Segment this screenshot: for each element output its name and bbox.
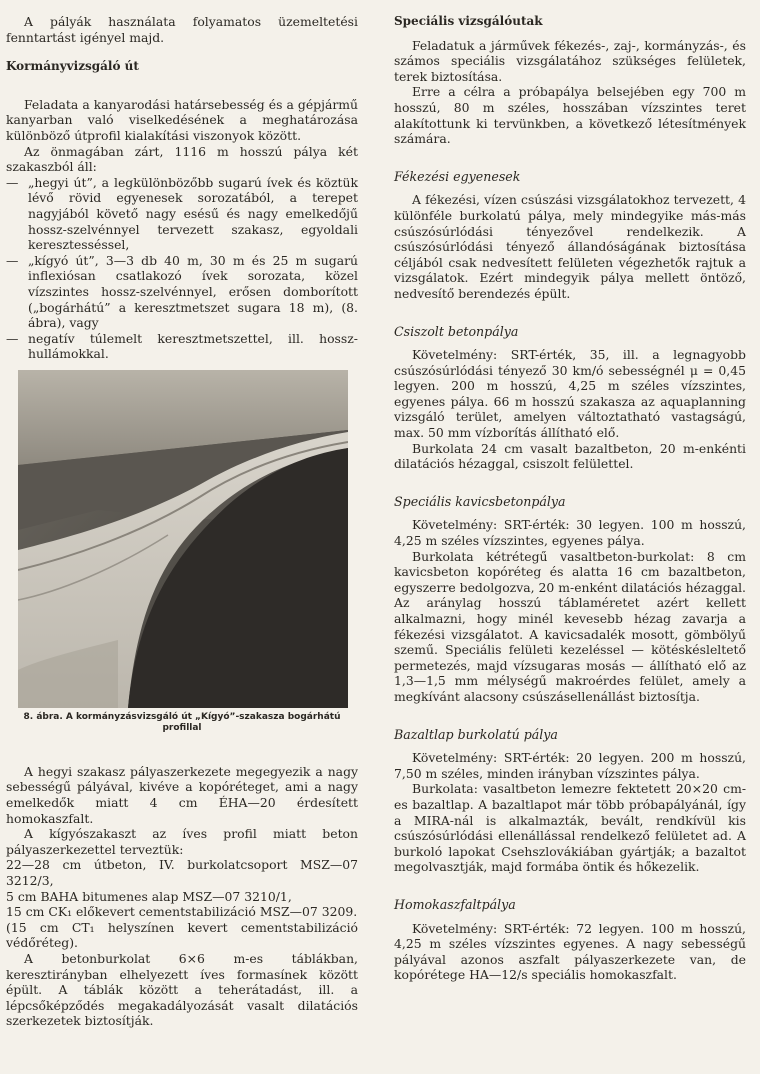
paragraph: Burkolata 24 cm vasalt bazaltbeton, 20 m-enkénti dilatációs hézaggal, csiszolt felülettel.	[394, 440, 746, 472]
paragraph: A betonburkolat 6×6 m-es táblákban, keresztirányban elhelyezett íves formasínek között épült. A táblák között a teherátadást, ill. a lépcsőképződés megakadályozását vasalt dilatációs szerkezetek biztosítják.	[6, 951, 358, 1029]
list-item	[6, 175, 358, 253]
list-item: 22—28 cm útbeton, IV. burkolatcsoport MSZ—07 3212/3,	[6, 857, 358, 889]
list-item-text: „kígyó út”, 3—3 db 40 m, 30 m és 25 m sugarú inflexiósan csatlakozó ívek sorozata, közel vízszintes hossz-szelvénnyel, erősen domborított („bogárhátú” a keresztmetszet sugara 18 m), (8. ábra), vagy	[28, 252, 358, 331]
paragraph: Az önmagában zárt, 1116 m hosszú pálya két szakaszból áll:	[6, 143, 358, 175]
section-heading-kormanyvizsgalo: Kormányvizsgáló út	[6, 59, 139, 74]
paragraph: Burkolata kétrétegű vasaltbeton-burkolat: 8 cm kavicsbeton kopóréteg és alatta 16 cm bazaltbeton, egyszerre bedolgozva, 20 m-enként dilatációs hézaggal. Az aránylag hosszú táblaméretet azért kellett alkalmazni, hogy minél kevesebb hézag zavarja a fékezési vizsgálatot. A kavicsadalék mosott, gömbölyű szemű. Speciális felületi kezeléssel — kötéskésleltető permetezés, majd vízsugaras mosás — állítható elő az 1,3—1,5 mm mélységű makroérdes felület, amely a megkívánt alacsony csúszásellenállást biztosítja.	[394, 548, 746, 704]
paragraph: A kígyószakaszt az íves profil miatt beton pályaszerkezettel terveztük:	[6, 826, 358, 857]
dash-marker: —	[6, 174, 19, 190]
dash-marker: —	[6, 252, 19, 268]
paragraph: Feladata a kanyarodási határsebesség és a gépjármű kanyarban való viselkedésének a meghatározása különböző útprofil kialakítási viszonyok között.	[6, 96, 358, 143]
figure-8-photo	[18, 370, 348, 708]
figure-caption: 8. ábra. A kormányzásvizsgáló út „Kígyó”-szakasza bogárhátú profillal	[23, 711, 341, 733]
subheading-homokaszfalt: Homokaszfaltpálya	[394, 896, 516, 912]
left-column	[6, 14, 358, 1029]
paragraph: Követelmény: SRT-érték: 30 legyen. 100 m hosszú, 4,25 m széles vízszintes, egyenes pálya.	[394, 517, 746, 549]
list-item: 5 cm BAHA bitumenes alap MSZ—07 3210/1,	[6, 888, 292, 904]
paragraph: A fékezési, vízen csúszási vizsgálatokhoz tervezett, 4 különféle burkolatú pálya, mely mindegyike más-más csúszósúrlódási tényezővel rendelkezik. A csúszósúrlódási tényező állandóságának biztosítása céljából csak nedvesített felületen végezhetők rajtuk a vizsgálatok. Ezért mindegyik pálya mellett öntöző, nedvesítő berendezés épült.	[394, 192, 746, 301]
dash-marker: —	[6, 330, 19, 346]
intro-paragraph: A pályák használata folyamatos üzemeltetési fenntartást igényel majd.	[6, 14, 358, 45]
road-photo-image	[18, 370, 348, 708]
subheading-csiszolt: Csiszolt betonpálya	[394, 323, 519, 339]
paragraph: Feladatuk a járművek fékezés-, zaj-, kormányzás-, és számos speciális vizsgálatához szükséges felületek, terek biztosítása.	[394, 37, 746, 84]
right-column	[394, 14, 746, 983]
paragraph: Erre a célra a próbapálya belsejében egy 700 m hosszú, 80 m széles, hosszában vízszintes teret alakítottunk ki tervünkben, a következő létesítmények számára.	[394, 84, 746, 147]
paragraph: Követelmény: SRT-érték: 20 legyen. 200 m hosszú, 7,50 m széles, minden irányban vízszintes pálya.	[394, 750, 746, 781]
list-item: 15 cm CK₁ előkevert cementstabilizáció MSZ—07 3209.	[6, 904, 358, 920]
subheading-fekezesi: Fékezési egyenesek	[394, 168, 521, 184]
list-item-text: „hegyi út”, a legkülönbözőbb sugarú ívek és köztük lévő rövid egyenesek sorozatából, a terepet nagyjából követő nagy esésű és nagy emelkedőjű hossz-szelvénnyel tervezett szakasz, egyoldali keresztesséssel,	[28, 174, 358, 253]
paragraph: Burkolata: vasaltbeton lemezre fektetett 20×20 cm-es bazaltlap. A bazaltlapot már több próbapályánál, így a MIRA-nál is alkalmazták, bevált, rendkívül kis csúszósúrlódási ellenállással rendelkező felületet ad. A burkoló lapokat Csehszlovákiában gyártják; a bazaltot megolvasztják, majd formába öntik és hőkezelik.	[394, 781, 746, 875]
list-item	[6, 331, 358, 362]
subheading-kavicsbeton: Speciális kavicsbetonpálya	[394, 493, 566, 509]
list-item	[6, 253, 358, 331]
structure-list	[6, 857, 358, 951]
paragraph: Követelmény: SRT-érték, 35, ill. a legnagyobb csúszósúrlódási tényező 30 km/ó sebességnél μ = 0,45 legyen. 200 m hosszú, 4,25 m széles vízszintes, egyenes pálya. 66 m hosszú szakasza az aquaplanning vizsgáló terület, amelyen változtatható vastagságú, max. 50 mm vízborítás állítható elő.	[394, 347, 746, 441]
subheading-bazaltlap: Bazaltlap burkolatú pálya	[394, 726, 558, 742]
section-heading-specialis: Speciális vizsgálóutak	[394, 14, 543, 28]
list-item: (15 cm CT₁ helyszínen kevert cementstabilizáció védőréteg).	[6, 919, 358, 951]
paragraph: A hegyi szakasz pályaszerkezete megegyezik a nagy sebességű pályával, kivéve a kopóréteget, ami a nagy emelkedők miatt 4 cm ÉHA—20 érdesített homokaszfalt.	[6, 763, 358, 826]
paragraph: Követelmény: SRT-érték: 72 legyen. 100 m hosszú, 4,25 m széles vízszintes egyenes. A nagy sebességű pályával azonos aszfalt pályaszerkezete van, de kopórétege HA—12/s speciális homokaszfalt.	[394, 920, 746, 983]
list-item-text: negatív túlemelt keresztmetszettel, ill. hossz-hullámokkal.	[28, 330, 358, 362]
